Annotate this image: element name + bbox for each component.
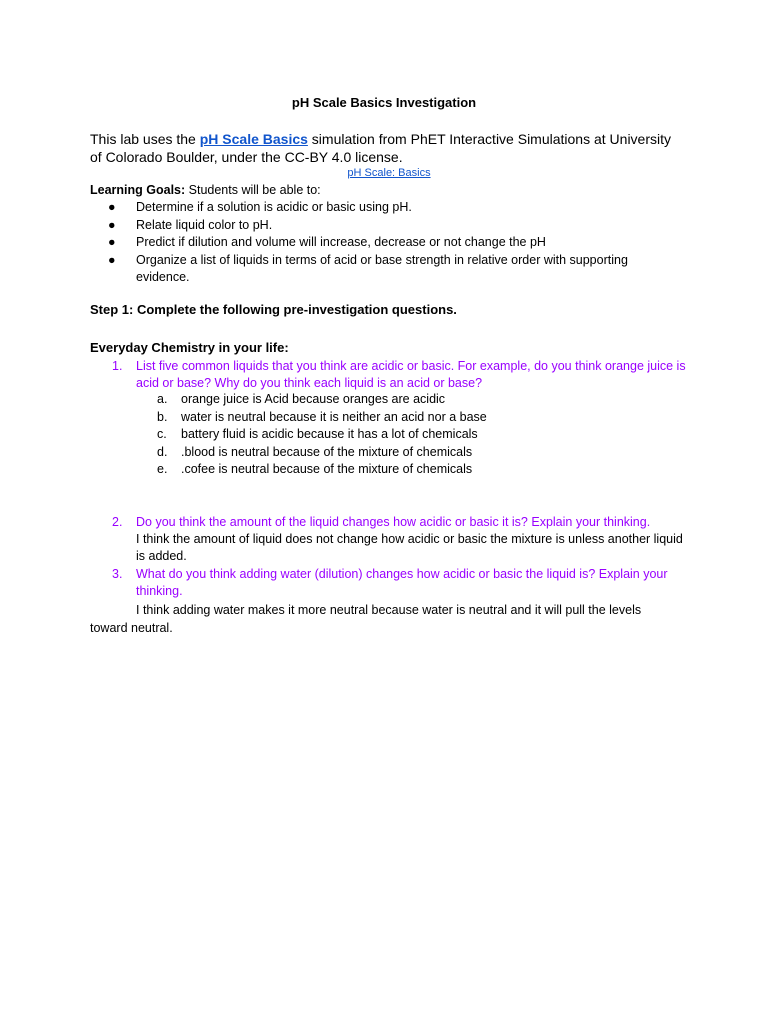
simulation-caption <box>0 167 768 179</box>
list-item <box>157 391 487 409</box>
item-letter: c. <box>157 427 167 441</box>
learning-goals-list <box>108 199 668 287</box>
item-letter: d. <box>157 444 168 459</box>
answer-text: battery fluid is acidic because it has a lot of chemicals <box>181 427 478 441</box>
learning-goals-label: Learning Goals: <box>90 183 186 197</box>
list-item <box>157 409 487 427</box>
bullet-icon: ● <box>108 252 116 267</box>
step1-heading: Step 1: Complete the following pre-investigation questions. <box>90 302 457 317</box>
answer-text: I think the amount of liquid does not change how acidic or basic the mixture is unless another liquid is added. <box>136 532 683 563</box>
ph-scale-basics-link[interactable]: pH Scale Basics <box>199 131 308 147</box>
ph-scale-caption-link[interactable]: pH Scale: Basics <box>347 167 431 179</box>
list-item <box>108 252 668 287</box>
intro-paragraph <box>90 130 680 166</box>
goal-text: Predict if dilution and volume will increase, decrease or not change the pH <box>136 235 546 249</box>
question-text: List five common liquids that you think are acidic or basic. For example, do you think orange juice is acid or base? Why do you think each liquid is an acid or base? <box>136 359 686 390</box>
question-3-answer: I think adding water makes it more neutral because water is neutral and it will pull the levels toward neutral. <box>90 603 642 635</box>
question-text: What do you think adding water (dilution) changes how acidic or basic the liquid is? Explain your thinking. <box>136 567 668 598</box>
goal-text: Determine if a solution is acidic or basic using pH. <box>136 200 412 214</box>
answer-text: .blood is neutral because of the mixture of chemicals <box>181 444 473 459</box>
question-1 <box>112 358 687 392</box>
goal-text: Organize a list of liquids in terms of acid or base strength in relative order with supporting evidence. <box>136 252 628 284</box>
question-number: 1. <box>112 359 123 373</box>
question-number: 3. <box>112 567 123 581</box>
learning-goals-line <box>90 182 321 199</box>
list-item <box>108 217 668 235</box>
answer-text: .cofee is neutral because of the mixture of chemicals <box>181 462 473 476</box>
intro-prefix: This lab uses the <box>90 131 200 147</box>
question-1-answers <box>157 391 487 479</box>
item-letter: a. <box>157 392 168 406</box>
intro-suffix: simulation from PhET Interactive Simulations at University of Colorado Boulder, under the CC-BY 4.0 license. <box>90 131 672 165</box>
question-text: Do you think the amount of the liquid changes how acidic or basic it is? Explain your thinking. <box>136 515 651 529</box>
bullet-icon: ● <box>108 200 116 214</box>
list-item <box>108 234 668 252</box>
item-letter: e. <box>157 462 168 476</box>
document-title: pH Scale Basics Investigation <box>291 95 477 110</box>
item-letter: b. <box>157 409 168 424</box>
list-item <box>157 461 487 479</box>
answer-text: water is neutral because it is neither an acid nor a base <box>181 409 487 424</box>
question-2 <box>112 514 687 565</box>
learning-goals-text: Students will be able to: <box>185 183 321 197</box>
question-number: 2. <box>112 515 123 529</box>
list-item <box>157 444 487 462</box>
list-item <box>108 199 668 217</box>
everyday-chemistry-heading: Everyday Chemistry in your life: <box>90 340 289 355</box>
bullet-icon: ● <box>108 235 116 249</box>
goal-text: Relate liquid color to pH. <box>136 217 273 232</box>
bullet-icon: ● <box>108 217 116 232</box>
answer-text: orange juice is Acid because oranges are acidic <box>181 392 446 406</box>
question-3 <box>112 566 687 600</box>
list-item <box>157 426 487 444</box>
